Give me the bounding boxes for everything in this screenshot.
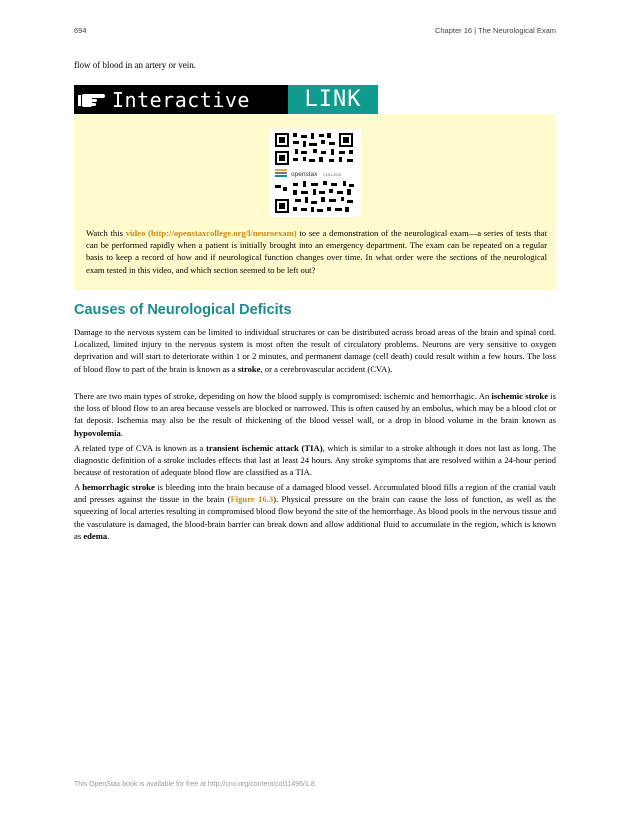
banner-word: Interactive (112, 87, 250, 112)
pointing-hand-icon (74, 85, 110, 114)
chapter-header: Chapter 16 | The Neurological Exam (434, 26, 556, 35)
text: is the loss of blood flow to an area because vessels are blocked or narrowed. This is often caused by an embolus, which may be a blood clot or fat deposit. Ischemia may also be the result of thickening of the blood vessel wall, or a drop in blood volume in the brain known as (74, 391, 557, 426)
term-ischemic-stroke: ischemic stroke (491, 391, 549, 401)
text: Damage to the nervous system can be limited to individual structures or can be distributed across broad areas of the brain and spinal cord. Localized, limited injury to the nervous system is most often the result of circulatory problems. Neurons are very sensitive to oxygen deprivation and will start to deteriorate within 1 or 2 minutes, and permanent damage (cell death) could result within a few hours. The loss of blood flow to part of the brain is known as a (74, 327, 556, 374)
term-stroke: stroke (237, 363, 261, 374)
text: A related type of CVA is known as a (74, 443, 207, 453)
text: . (107, 530, 110, 541)
page-number: 694 (74, 26, 87, 35)
intro-text: flow of blood in an artery or vein. (74, 60, 196, 70)
video-link[interactable]: video (http://openstaxcollege.org/l/neuroexam) (125, 228, 297, 238)
term-edema: edema (83, 530, 108, 541)
text-before: Watch this (86, 228, 126, 238)
paragraph-4 (74, 481, 556, 542)
text: There are two main types of stroke, depending on how the blood supply is compromised: ischemic and hemorrhagic. An (74, 391, 492, 401)
qr-code[interactable] (269, 129, 361, 217)
paragraph-3 (74, 442, 556, 479)
qr-caption-suffix: COLLEGE (323, 172, 342, 177)
interactive-link-banner (74, 85, 378, 114)
qr-caption: openstax (291, 171, 318, 178)
footer: This OpenStax book is available for free at http://cnx.org/content/col11496/1.8 (74, 781, 315, 788)
term-tia: transient ischemic attack (TIA) (206, 443, 323, 453)
text: A (74, 482, 83, 492)
interactive-link-box (74, 114, 556, 290)
banner-link-label: LINK (288, 85, 378, 114)
text: . (120, 427, 123, 438)
paragraph-2 (74, 390, 556, 439)
text: ). Physical pressure on the brain can cause the loss of function, as well as the squeezing of local arteries resulting in compromised blood flow beyond the site of the hemorrhage. As blood pools in the nervous tissue and the vasculature is damaged, the blood-brain barrier can break down and allow additional fluid to accumulate in the region, which is known as (74, 494, 556, 541)
banner-black-section (74, 85, 288, 114)
text-after: to see a demonstration of the neurological exam—a series of tests that can be performed rapidly when a patient is initially brought into an emergency department. The exam can be repeated on a regular basis to keep a record of how and if neurological function changes over time. In what order were the sections of the neurological exam tested in this video, and which section seemed to be left out? (86, 228, 548, 275)
term-hypovolemia: hypovolemia (74, 427, 121, 438)
term-hemorrhagic-stroke: hemorrhagic stroke (82, 482, 155, 492)
section-heading: Causes of Neurological Deficits (74, 302, 292, 318)
figure-link[interactable]: Figure 16.3 (230, 494, 274, 505)
interactive-link-text (86, 227, 547, 276)
text: , which is similar to a stroke although it does not last as long. The diagnostic definition of a stroke includes effects that last at least 24 hours. Any stroke symptoms that are resolved within a 24-hour period because of restoration of adequate blood flow are classified as a TIA. (74, 443, 556, 478)
text: is bleeding into the brain because of a damaged blood vessel. Accumulated blood fills a region of the cranial vault and presses against the tissue in the brain ( (74, 482, 556, 505)
text: , or a cerebrovascular accident (CVA). (260, 363, 393, 374)
paragraph-1 (74, 326, 556, 375)
